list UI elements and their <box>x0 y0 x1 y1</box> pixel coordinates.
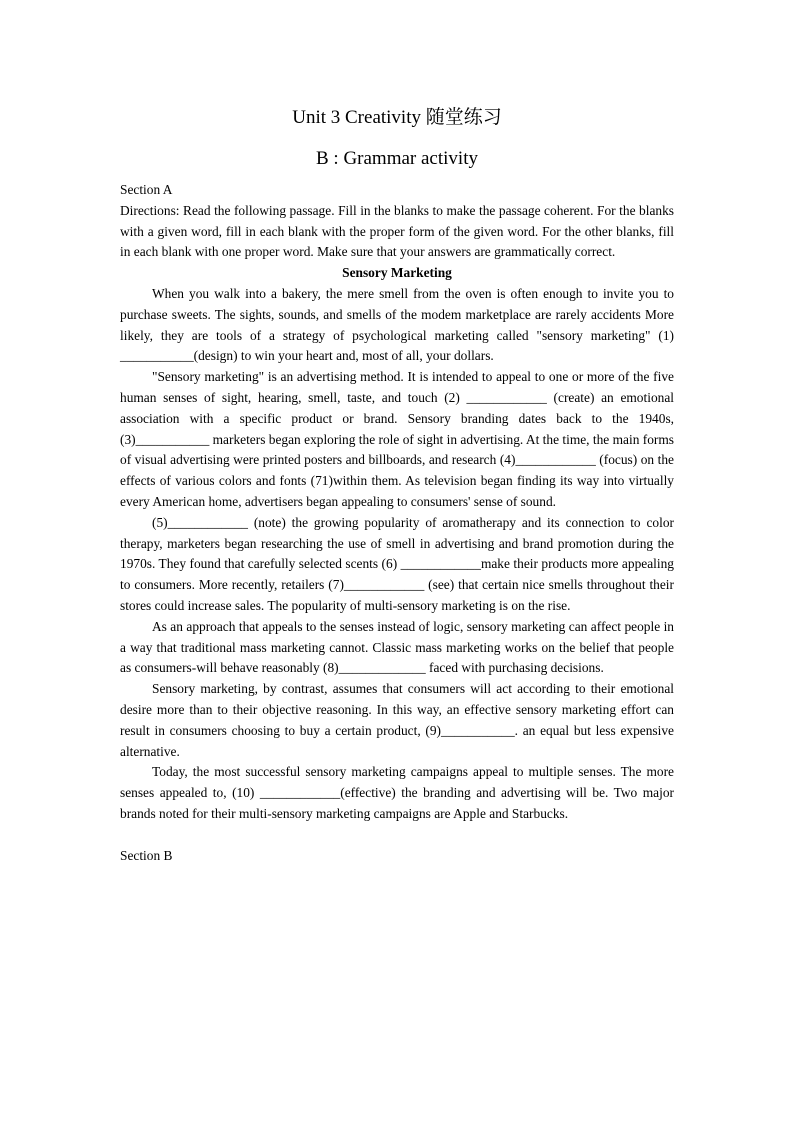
paragraph: When you walk into a bakery, the mere smell from the oven is often enough to invite you to purchase sweets. The sights, sounds, and smells of the modem marketplace are rarely accidents More likely, they are tools of a strategy of psychological marketing called "sensory marketing" (1) ___________(design) to win your heart and, most of all, your dollars. <box>120 285 674 364</box>
section-a-label: Section A <box>120 182 173 197</box>
section-b-label: Section B <box>120 847 173 863</box>
passage-title: Sensory Marketing <box>342 265 452 281</box>
directions: Directions: Read the following passage. Fill in the blanks to make the passage coherent. For the blanks with a given word, fill in each blank with the proper form of the given word. For the other blanks, fill in each blank with one proper word. Make sure that your answers are grammatically correct. <box>120 202 674 260</box>
page-title: Unit 3 Creativity 随堂练习 <box>292 107 502 128</box>
paragraph: As an approach that appeals to the senses instead of logic, sensory marketing can affect people in a way that traditional mass marketing cannot. Classic mass marketing works on the belief that people as consumers-will behave reasonably (8)_____________ faced with purchasing decisions. <box>120 618 674 676</box>
page-subtitle: B : Grammar activity <box>316 148 478 169</box>
document-body <box>120 180 674 866</box>
paragraph: Sensory marketing, by contrast, assumes that consumers will act according to their emotional desire more than to their objective reasoning. In this way, an effective sensory marketing effort can result in consumers choosing to buy a certain product, (9)___________. an equal but less expensive alternative. <box>120 681 674 759</box>
paragraph: "Sensory marketing" is an advertising method. It is intended to appeal to one or more of the five human senses of sight, hearing, smell, taste, and touch (2) ____________ (create) an emotional association with a specific product or brand. Sensory branding dates back to the 1940s, (3)___________ marketers began exploring the role of sight in advertising. At the time, the main forms of visual advertising were printed posters and billboards, and research (4)____________ (focus) on the effects of various colors and fonts (71)within them. As television began finding its way into virtually every American home, advertisers began appealing to consumers' sense of sound. <box>120 369 674 509</box>
paragraph: Today, the most successful sensory marketing campaigns appeal to multiple senses. The more senses appealed to, (10) ____________(effective) the branding and advertising will be. Two major brands noted for their multi-sensory marketing campaigns are Apple and Starbucks. <box>120 764 674 821</box>
spacer <box>120 825 674 846</box>
paragraph: (5)____________ (note) the growing popularity of aromatherapy and its connection to color therapy, marketers began researching the use of smell in advertising and brand promotion during the 1970s. They found that carefully selected scents (6) ____________make their products more appealing to consumers. More recently, retailers (7)____________ (see) that certain nice smells throughout their stores could increase sales. The popularity of multi-sensory marketing is on the rise. <box>120 514 674 613</box>
